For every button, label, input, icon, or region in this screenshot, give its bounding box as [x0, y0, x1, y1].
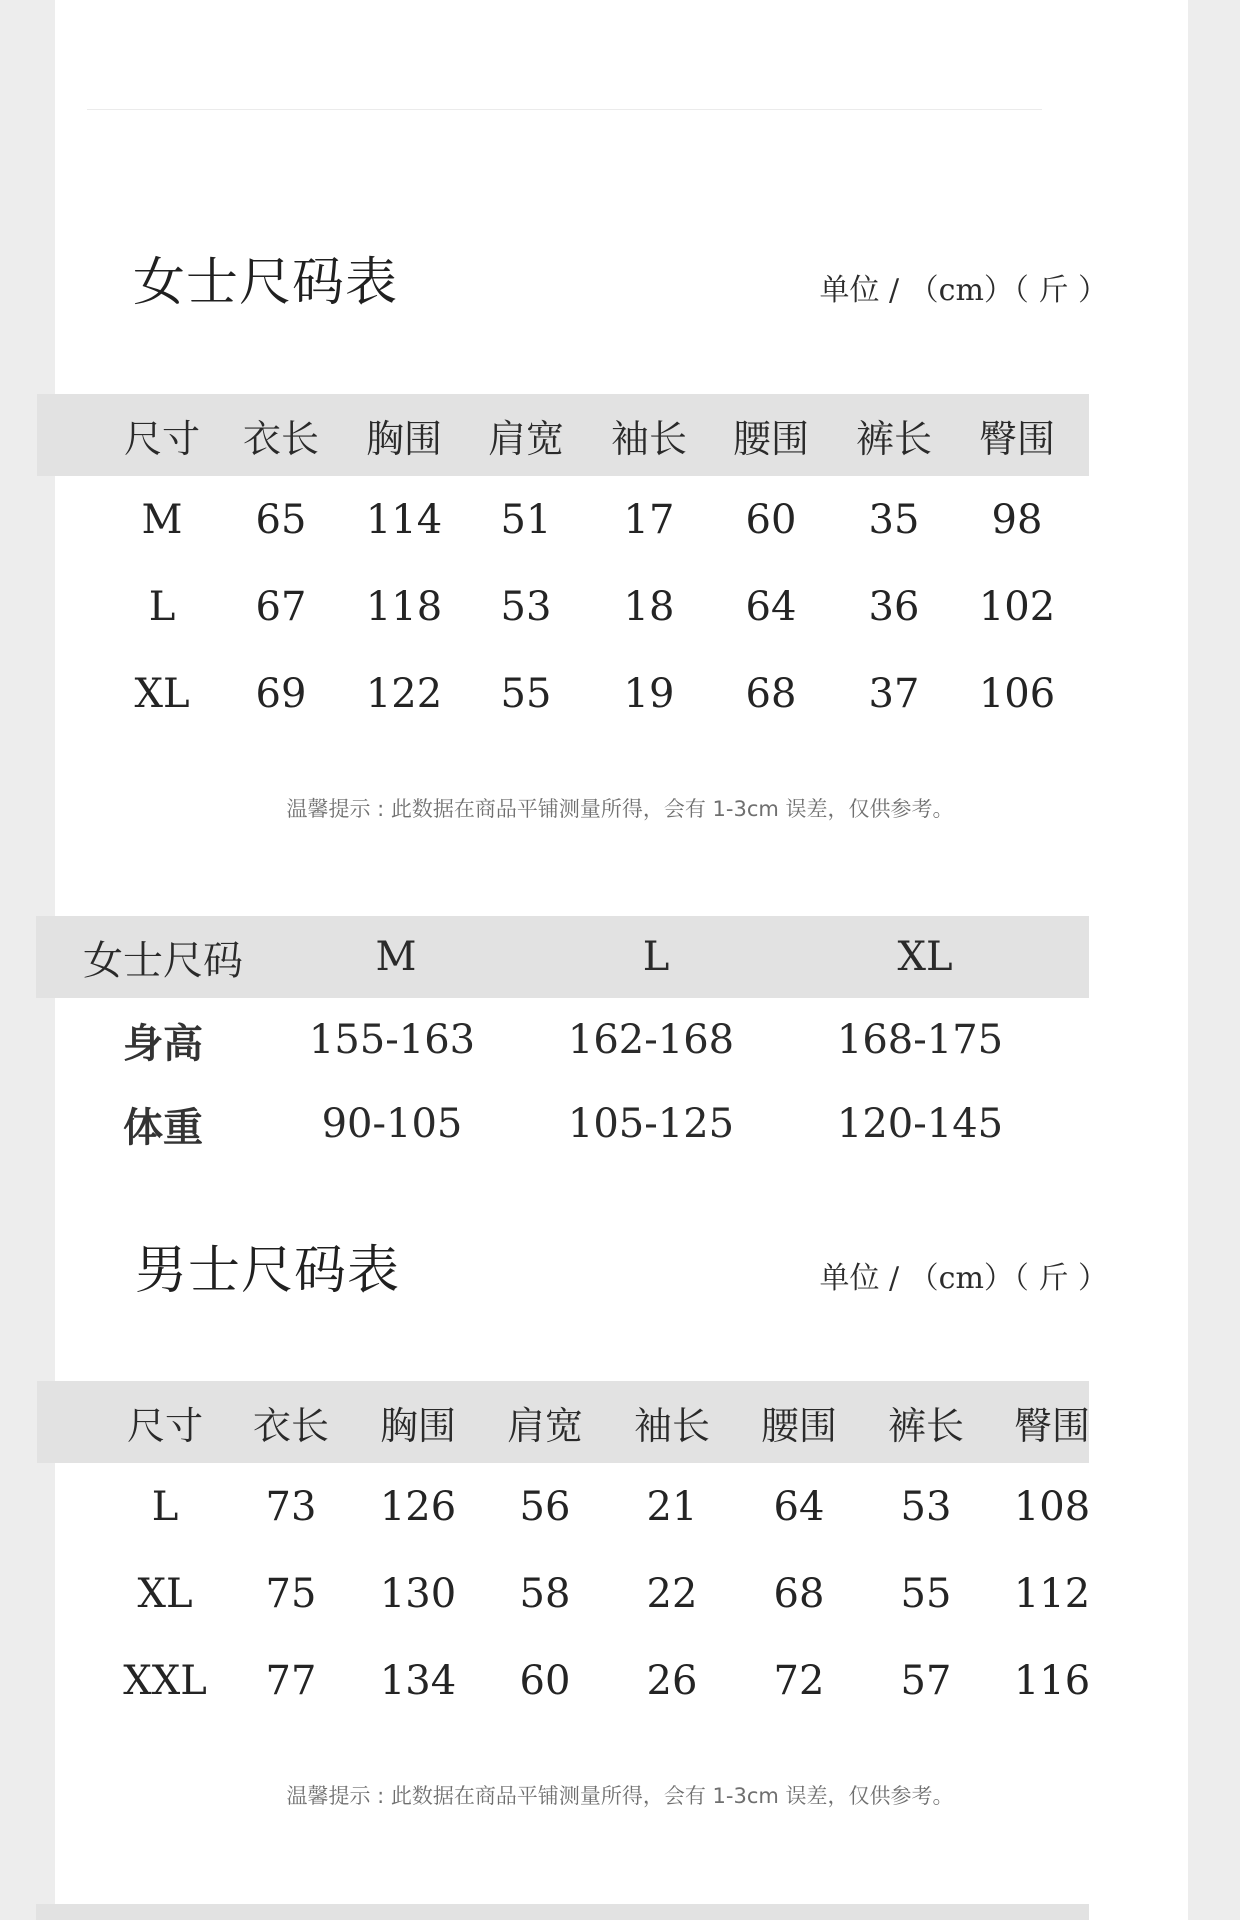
value-cell: 55	[500, 670, 552, 717]
size-cell: XXL	[123, 1657, 207, 1704]
men-size-chart-title: 男士尺码表	[135, 1241, 401, 1301]
next-table-header-strip	[36, 1904, 1089, 1920]
value-cell: 102	[978, 583, 1056, 630]
value-cell: 75	[265, 1570, 317, 1617]
value-cell: 17	[623, 496, 675, 543]
women-size-table	[37, 394, 1089, 737]
header-sleeve: 袖长	[610, 416, 687, 461]
value-cell: 67	[255, 583, 307, 630]
header-size-xl: XL	[897, 934, 953, 980]
value-cell: 57	[900, 1657, 952, 1704]
value-cell: 64	[773, 1483, 825, 1530]
men-unit-label: 单位 / （cm）（ 斤 ）	[819, 1261, 1108, 1296]
value-cell: 65	[255, 496, 307, 543]
header-hip: 臀围	[1013, 1403, 1090, 1448]
table-row	[37, 1463, 1089, 1550]
header-waist: 腰围	[760, 1403, 837, 1448]
value-cell: 108	[1013, 1483, 1091, 1530]
women-measurement-note: 温馨提示 : 此数据在商品平铺测量所得，会有 1-3cm 误差，仅供参考。	[286, 797, 954, 821]
value-cell: 72	[773, 1657, 825, 1704]
value-cell: 55	[900, 1570, 952, 1617]
women-unit-label: 单位 / （cm）（ 斤 ）	[819, 273, 1108, 308]
men-size-table-header	[37, 1381, 1089, 1463]
men-measurement-note: 温馨提示 : 此数据在商品平铺测量所得，会有 1-3cm 误差，仅供参考。	[286, 1784, 954, 1808]
value-cell: 37	[868, 670, 920, 717]
header-size-m: M	[375, 934, 417, 980]
header-size: 尺寸	[123, 416, 200, 461]
value-cell: 73	[265, 1483, 317, 1530]
header-shoulder: 肩宽	[487, 416, 564, 461]
value-cell: 120-145	[836, 1101, 1004, 1147]
value-cell: 90-105	[321, 1101, 463, 1147]
height-label: 身高	[123, 1019, 203, 1067]
header-shoulder: 肩宽	[506, 1403, 583, 1448]
value-cell: 60	[519, 1657, 571, 1704]
table-row	[37, 563, 1089, 650]
value-cell: 64	[745, 583, 797, 630]
value-cell: 22	[646, 1570, 698, 1617]
table-row	[37, 1637, 1089, 1724]
women-size-chart-title: 女士尺码表	[133, 253, 399, 313]
value-cell: 155-163	[308, 1017, 476, 1063]
women-fit-table	[36, 916, 1089, 1166]
value-cell: 126	[379, 1483, 457, 1530]
header-pants-length: 裤长	[887, 1403, 964, 1448]
size-cell: XL	[137, 1570, 193, 1617]
weight-label: 体重	[123, 1103, 203, 1151]
value-cell: 134	[379, 1657, 457, 1704]
size-cell: L	[151, 1483, 179, 1530]
table-row	[37, 650, 1089, 737]
value-cell: 60	[745, 496, 797, 543]
table-row	[36, 1082, 1089, 1166]
value-cell: 114	[365, 496, 443, 543]
header-chest: 胸围	[379, 1403, 456, 1448]
value-cell: 98	[991, 496, 1043, 543]
header-length: 衣长	[252, 1403, 329, 1448]
value-cell: 77	[265, 1657, 317, 1704]
header-size: 尺寸	[126, 1403, 203, 1448]
value-cell: 56	[519, 1483, 571, 1530]
value-cell: 69	[255, 670, 307, 717]
value-cell: 68	[773, 1570, 825, 1617]
value-cell: 18	[623, 583, 675, 630]
value-cell: 130	[379, 1570, 457, 1617]
header-size-l: L	[642, 934, 670, 980]
value-cell: 51	[500, 496, 552, 543]
value-cell: 162-168	[567, 1017, 735, 1063]
value-cell: 35	[868, 496, 920, 543]
header-hip: 臀围	[978, 416, 1055, 461]
men-size-table	[37, 1381, 1089, 1724]
value-cell: 53	[900, 1483, 952, 1530]
header-length: 衣长	[242, 416, 319, 461]
value-cell: 116	[1013, 1657, 1091, 1704]
size-cell: XL	[134, 670, 190, 717]
value-cell: 168-175	[836, 1017, 1004, 1063]
women-size-table-header	[37, 394, 1089, 476]
table-row	[36, 998, 1089, 1082]
top-divider	[87, 109, 1042, 110]
value-cell: 112	[1013, 1570, 1091, 1617]
value-cell: 26	[646, 1657, 698, 1704]
value-cell: 58	[519, 1570, 571, 1617]
value-cell: 36	[868, 583, 920, 630]
header-pants-length: 裤长	[855, 416, 932, 461]
value-cell: 68	[745, 670, 797, 717]
header-chest: 胸围	[365, 416, 442, 461]
table-row	[37, 476, 1089, 563]
value-cell: 105-125	[567, 1101, 735, 1147]
header-sleeve: 袖长	[633, 1403, 710, 1448]
table-row	[37, 1550, 1089, 1637]
value-cell: 118	[365, 583, 443, 630]
header-women-size: 女士尺码	[83, 937, 243, 984]
size-cell: M	[141, 496, 183, 543]
value-cell: 106	[978, 670, 1056, 717]
value-cell: 21	[646, 1483, 698, 1530]
header-waist: 腰围	[732, 416, 809, 461]
women-fit-table-header	[36, 916, 1089, 998]
value-cell: 19	[623, 670, 675, 717]
size-cell: L	[148, 583, 176, 630]
value-cell: 53	[500, 583, 552, 630]
value-cell: 122	[365, 670, 443, 717]
